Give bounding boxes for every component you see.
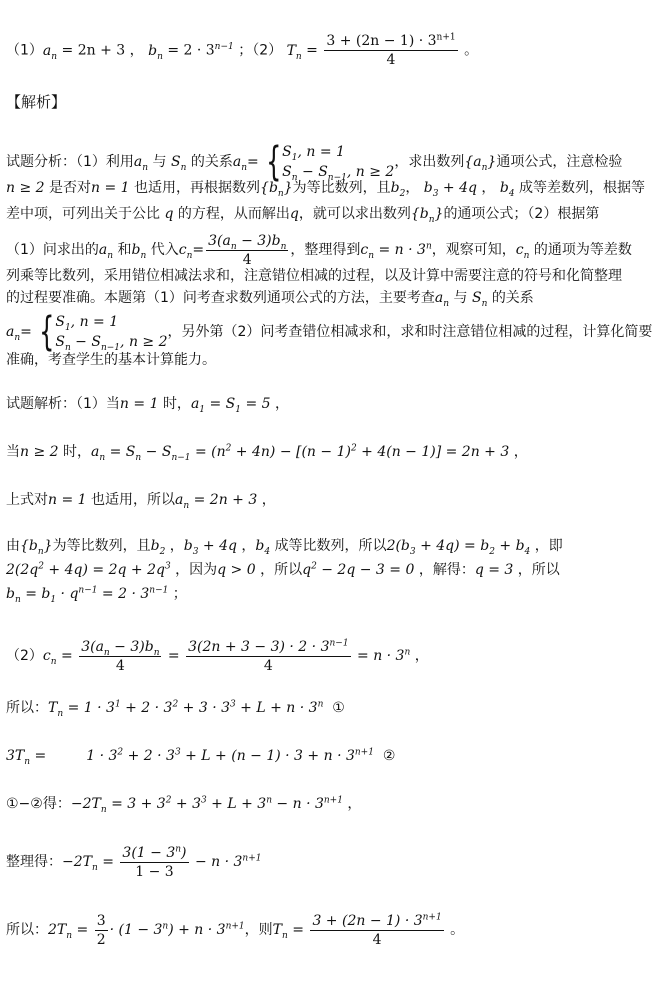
solution-text: 试题解析：（1）当 bbox=[6, 396, 120, 412]
circled-two: ② bbox=[382, 748, 396, 764]
analysis-text: 和 bbox=[117, 242, 132, 258]
solution-text: 由 bbox=[6, 538, 20, 554]
tn-fraction bbox=[324, 32, 457, 69]
solution-text: ，解得： bbox=[418, 562, 475, 578]
analysis-line-2: n ≥ 2 是否对n = 1 也适用，再根据数列$\{b_n\}$为等比数列，且$b_2$， $b_3 + 4q$ ， $b_4$ 成等差数列，根据等 bbox=[6, 180, 646, 199]
analysis-text: 准确，考查学生的基本计算能力。 bbox=[6, 352, 216, 368]
analysis-text: ，就可以求出数列 bbox=[298, 206, 411, 222]
analysis-line-3: 差中项，可列出关于公比 q 的方程，从而解出q，就可以求出数列$\{b_n\}$的通项公式；（2）根据第 bbox=[6, 206, 600, 225]
solution-text: 整理得： bbox=[6, 854, 62, 870]
solution-line-11: 整理得：$-2T_n$ = $\frac{3(1 - 3^n)}{1 - 3}$ − $n \cdot 3^{n+1}$ bbox=[6, 843, 262, 880]
analysis-line-1: 试题分析：（1）利用$a_n$ 与 $S_n$ 的关系$a_n=$ { $S_1$, n = 1 $S_n - S_{n-1}$, n ≥ 2 ，求出数列$\{a_n\}$通项公式，注意检验 bbox=[6, 139, 623, 185]
solution-line-8: 所以：$T_n = 1 \cdot 3^1 + 2 \cdot 3^2 + 3 \cdot 3^3 + L + n \cdot 3^n$ ① bbox=[6, 699, 345, 719]
solution-text: ，所以 bbox=[517, 562, 560, 578]
solution-line-6: $b_n = b_1 \cdot q^{n-1} = 2 \cdot 3^{n-1}$ ； bbox=[6, 585, 187, 605]
solution-text: 时， bbox=[63, 444, 92, 460]
analysis-text: 与 bbox=[152, 154, 167, 170]
analysis-text: 的关系 bbox=[491, 290, 534, 306]
analysis-text: 的过程要准确。本题第（1）问考查求数列通项公式的方法，主要考查 bbox=[6, 290, 435, 306]
analysis-text: 也适用，再根据数列 bbox=[134, 180, 261, 196]
solution-line-4: 由$\{b_n\}$为等比数列，且$b_2$ ，$b_3 + 4q$ ，$b_4$ 成等比数列，所以$2(b_3 + 4q) = b_2 + b_4$ ，即 bbox=[6, 538, 563, 557]
answer-end: 。 bbox=[464, 42, 479, 59]
solution-text: （2） bbox=[6, 648, 43, 664]
solution-text: 当 bbox=[6, 444, 20, 460]
solution-text: 。 bbox=[450, 922, 465, 938]
solution-line-12: 所以：$2T_n$ = $\frac{3}{2}$ · $(1 - 3^n) + n \cdot 3^{n+1}$，则$T_n$ = $\frac{3 + (2n - 1) \cdot 3^{n+1}}{4}$ 。 bbox=[6, 911, 465, 948]
solution-text: ①−②得： bbox=[6, 796, 71, 812]
analysis-text: （1）问求出的 bbox=[6, 242, 99, 258]
analysis-line-5 bbox=[6, 266, 622, 286]
tn-term: $T_n$ bbox=[286, 42, 302, 62]
solution-text: 为等比数列，且 bbox=[52, 538, 151, 554]
tn-num-exponent: n+1 bbox=[436, 32, 456, 43]
solution-text: ，即 bbox=[534, 538, 563, 554]
analysis-text: ，整理得到 bbox=[290, 242, 361, 258]
analysis-text: 列乘等比数列，采用错位相减法求和，注意错位相减的过程，以及计算中需要注意的符号和化简整理 bbox=[6, 268, 622, 284]
analysis-line-6: 的过程要准确。本题第（1）问考查求数列通项公式的方法，主要考查$a_n$ 与 $S_n$ 的关系 bbox=[6, 290, 534, 309]
solution-line-3: 上式对n = 1 也适用，所以$a_n = 2n + 3$ ， bbox=[6, 492, 276, 511]
solution-text: 也适用，所以 bbox=[91, 492, 176, 508]
piecewise-formula: { $S_1$, n = 1 $S_n - S_{n-1}$, n ≥ 2 bbox=[265, 139, 395, 185]
jiexi-heading: 【解析】 bbox=[6, 93, 67, 111]
analysis-text: 通项公式，注意检验 bbox=[496, 154, 623, 170]
analysis-text: 的关系 bbox=[190, 154, 233, 170]
answer-sep: ；（2） bbox=[238, 42, 283, 59]
tn-numerator: 3 + (2n − 1) · 3 bbox=[326, 33, 437, 49]
analysis-text: ，另外第（2）问考查错位相减求和，求和时注意错位相减的过程，计算化简要 bbox=[167, 324, 652, 340]
solution-line-5: $2(2q^2 + 4q) = 2q + 2q^3$ ，因为q > 0 ，所以$q^2 - 2q - 3 = 0$ ，解得：q = 3 ，所以 bbox=[6, 561, 560, 578]
analysis-text: ，求出数列 bbox=[394, 154, 465, 170]
solution-text: 所以： bbox=[6, 700, 48, 716]
solution-line-9: $3T_n = 1 \cdot 3^2 + 2 \cdot 3^3 + L + (n - 1) \cdot 3 + n \cdot 3^{n+1}$ ② bbox=[6, 747, 396, 767]
analysis-text: 差中项，可列出关于公比 bbox=[6, 206, 160, 222]
answer-part1-label: （1） bbox=[6, 42, 43, 59]
comma: ， bbox=[129, 42, 144, 59]
analysis-text: 成等差数列，根据等 bbox=[519, 180, 646, 196]
answer-line: $(1)a_n = 2n + 3$ ， $b_n = 2 \cdot 3^{n-1}$ ；（2） $T_n$ = $\frac{3 + (2n - 1) \cdot 3^{n+1}}{4}$ 。 bbox=[6, 32, 479, 68]
analysis-text: 代入 bbox=[150, 242, 179, 258]
solution-text: 时， bbox=[162, 396, 191, 412]
an-term: $a_n$ bbox=[42, 42, 58, 62]
tn-denominator: 4 bbox=[386, 52, 396, 68]
solution-text: ，所以 bbox=[260, 562, 303, 578]
solution-text: 上式对 bbox=[6, 492, 48, 508]
bn-term: $b_n$ bbox=[148, 42, 163, 62]
solution-line-2: 当n ≥ 2 时，$a_n = S_n - S_{n-1} = (n^2 + 4n) - [(n - 1)^2 + 4(n - 1)] = 2n + 3$ ， bbox=[6, 443, 528, 463]
solution-text: 所以： bbox=[6, 922, 48, 938]
solution-line-1: 试题解析：（1）当n = 1 时，$a_1 = S_1 = 5$ ， bbox=[6, 396, 289, 415]
solution-line-7: $(2)c_n$ = $\frac{3(a_n - 3)b_n}{4}$ = $\frac{3(2n + 3 - 3) \cdot 2 \cdot 3^{n-1}}{4}$ = $n \cdot 3^n$ ， bbox=[6, 637, 429, 674]
analysis-line-7: $a_n=$ { $S_1$, n = 1 $S_n - S_{n-1}$, n ≥ 2 ，另外第（2）问考查错位相减求和，求和时注意错位相减的过程，计算化简要 bbox=[6, 309, 652, 355]
circled-one: ① bbox=[332, 700, 345, 716]
solution-line-10: ①−②得：$-2T_n = 3 + 3^2 + 3^3 + L + 3^n - n \cdot 3^{n+1}$ ， bbox=[6, 795, 362, 815]
analysis-text: 为等比数列，且 bbox=[292, 180, 391, 196]
analysis-text: 试题分析：（1）利用 bbox=[6, 154, 134, 170]
analysis-line-4: （1）问求出的$a_n$ 和$b_n$ 代入$c_n=$ $\frac{3(a_n - 3)b_n}{4}$ ，整理得到$c_n = n \cdot 3^n$，观察可知，$c_n$ 的通项为等差数 bbox=[6, 232, 632, 268]
an-expr: = 2n + 3 bbox=[61, 42, 126, 59]
analysis-text: 是否对 bbox=[49, 180, 92, 196]
analysis-text: 的方程，从而解出 bbox=[177, 206, 290, 222]
bn-expr: = 2 · 3 bbox=[167, 42, 215, 59]
analysis-text: ，观察可知， bbox=[431, 242, 516, 258]
analysis-text: 的通项公式；（2）根据第 bbox=[443, 206, 600, 222]
solution-text: ，因为 bbox=[175, 562, 218, 578]
bn-exponent: n−1 bbox=[214, 41, 234, 52]
analysis-text: 的通项为等差数 bbox=[533, 242, 632, 258]
solution-text: 成等比数列，所以 bbox=[274, 538, 387, 554]
analysis-text: 与 bbox=[453, 290, 468, 306]
solution-text: ，则 bbox=[244, 922, 273, 938]
analysis-line-8 bbox=[6, 350, 216, 370]
